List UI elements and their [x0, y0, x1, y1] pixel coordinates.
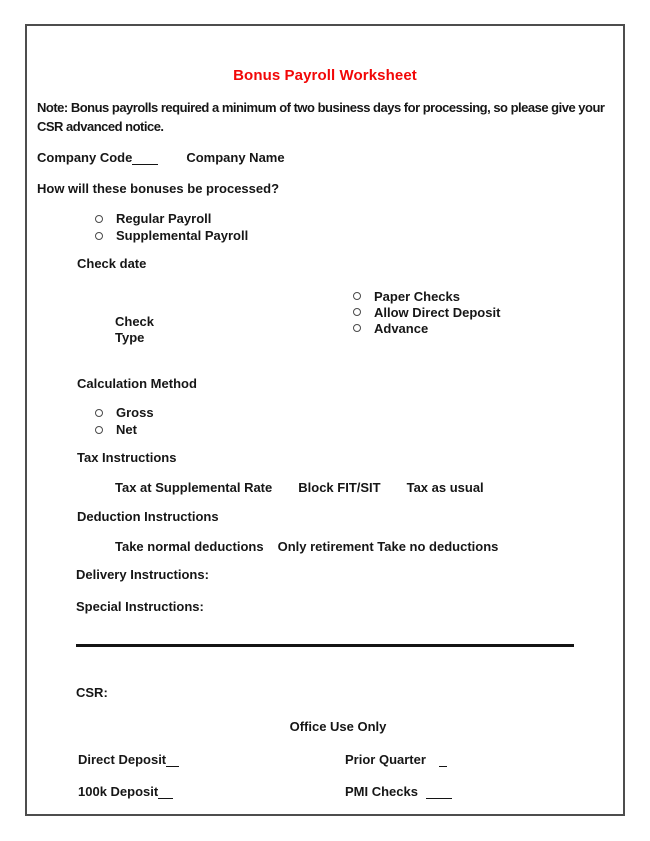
option-supplemental-payroll[interactable] — [95, 227, 248, 244]
processing-question: How will these bonuses be processed? — [37, 181, 280, 196]
office-field-pmi-checks — [345, 784, 452, 799]
radio-icon[interactable] — [95, 232, 103, 240]
csr-label: CSR: — [76, 685, 108, 700]
option-only-retirement-no-deductions[interactable]: Only retirement Take no deductions — [277, 539, 499, 554]
option-take-normal-deductions[interactable]: Take normal deductions — [115, 539, 264, 554]
option-regular-payroll[interactable] — [95, 210, 248, 227]
tax-options-row — [115, 480, 484, 495]
prior-quarter-blank[interactable] — [439, 763, 447, 767]
tax-instructions-heading: Tax Instructions — [77, 450, 177, 465]
office-field-direct-deposit — [78, 752, 179, 767]
company-row — [37, 150, 507, 165]
option-label[interactable]: Advance — [374, 320, 429, 336]
note-text — [37, 99, 604, 136]
option-net[interactable] — [95, 421, 154, 438]
company-code-blank[interactable] — [132, 161, 158, 165]
option-block-fit-sit[interactable]: Block FIT/SIT — [298, 480, 381, 495]
option-label[interactable]: Supplemental Payroll — [116, 228, 249, 243]
option-paper-checks[interactable] — [353, 288, 500, 304]
processing-options — [95, 210, 248, 244]
note-line-2: CSR advanced notice. — [37, 118, 164, 134]
100k-deposit-blank[interactable] — [158, 795, 173, 799]
radio-icon[interactable] — [95, 215, 103, 223]
option-allow-direct-deposit[interactable] — [353, 304, 500, 320]
calculation-method-heading: Calculation Method — [77, 376, 197, 391]
delivery-instructions-row — [76, 567, 523, 582]
note-line-1: Note: Bonus payrolls required a minimum of two business days for processing, so please give your — [37, 100, 605, 115]
option-label[interactable]: Gross — [116, 405, 154, 420]
option-label[interactable]: Paper Checks — [374, 288, 460, 304]
check-type-label — [115, 314, 154, 346]
special-instructions-row — [76, 599, 523, 614]
check-date-label: Check date — [77, 256, 147, 271]
pmi-checks-blank[interactable] — [426, 795, 452, 799]
option-tax-as-usual[interactable]: Tax as usual — [406, 480, 484, 495]
check-type-label-line2: Type — [115, 330, 145, 345]
option-label[interactable]: Net — [116, 422, 137, 437]
check-type-label-line1: Check — [115, 314, 155, 329]
check-date-row — [77, 256, 291, 271]
radio-icon[interactable] — [353, 324, 361, 332]
100k-deposit-label: 100k Deposit — [78, 784, 159, 799]
radio-icon[interactable] — [95, 426, 103, 434]
radio-icon[interactable] — [353, 292, 361, 300]
radio-icon[interactable] — [95, 409, 103, 417]
special-instructions-label: Special Instructions: — [76, 599, 204, 614]
option-advance[interactable] — [353, 320, 500, 336]
company-code-label: Company Code — [37, 150, 133, 165]
csr-row — [76, 685, 530, 700]
option-label[interactable]: Allow Direct Deposit — [374, 304, 501, 320]
option-tax-supplemental-rate[interactable]: Tax at Supplemental Rate — [115, 480, 273, 495]
divider-line — [76, 644, 574, 647]
deduction-options-row — [115, 539, 498, 554]
direct-deposit-label: Direct Deposit — [78, 752, 167, 767]
deduction-instructions-heading: Deduction Instructions — [77, 509, 219, 524]
company-name-label: Company Name — [186, 150, 285, 165]
calculation-options — [95, 404, 154, 438]
delivery-instructions-label: Delivery Instructions: — [76, 567, 209, 582]
office-field-100k-deposit — [78, 784, 173, 799]
office-use-only-heading: Office Use Only — [289, 719, 387, 734]
pmi-checks-label: PMI Checks — [345, 784, 418, 799]
office-field-prior-quarter — [345, 752, 447, 767]
radio-icon[interactable] — [353, 308, 361, 316]
option-gross[interactable] — [95, 404, 154, 421]
prior-quarter-label: Prior Quarter — [345, 752, 426, 767]
option-label[interactable]: Regular Payroll — [116, 211, 212, 226]
direct-deposit-blank[interactable] — [166, 763, 179, 767]
page-title: Bonus Payroll Worksheet — [233, 67, 417, 84]
check-type-options — [353, 288, 500, 336]
worksheet-page — [25, 24, 625, 816]
